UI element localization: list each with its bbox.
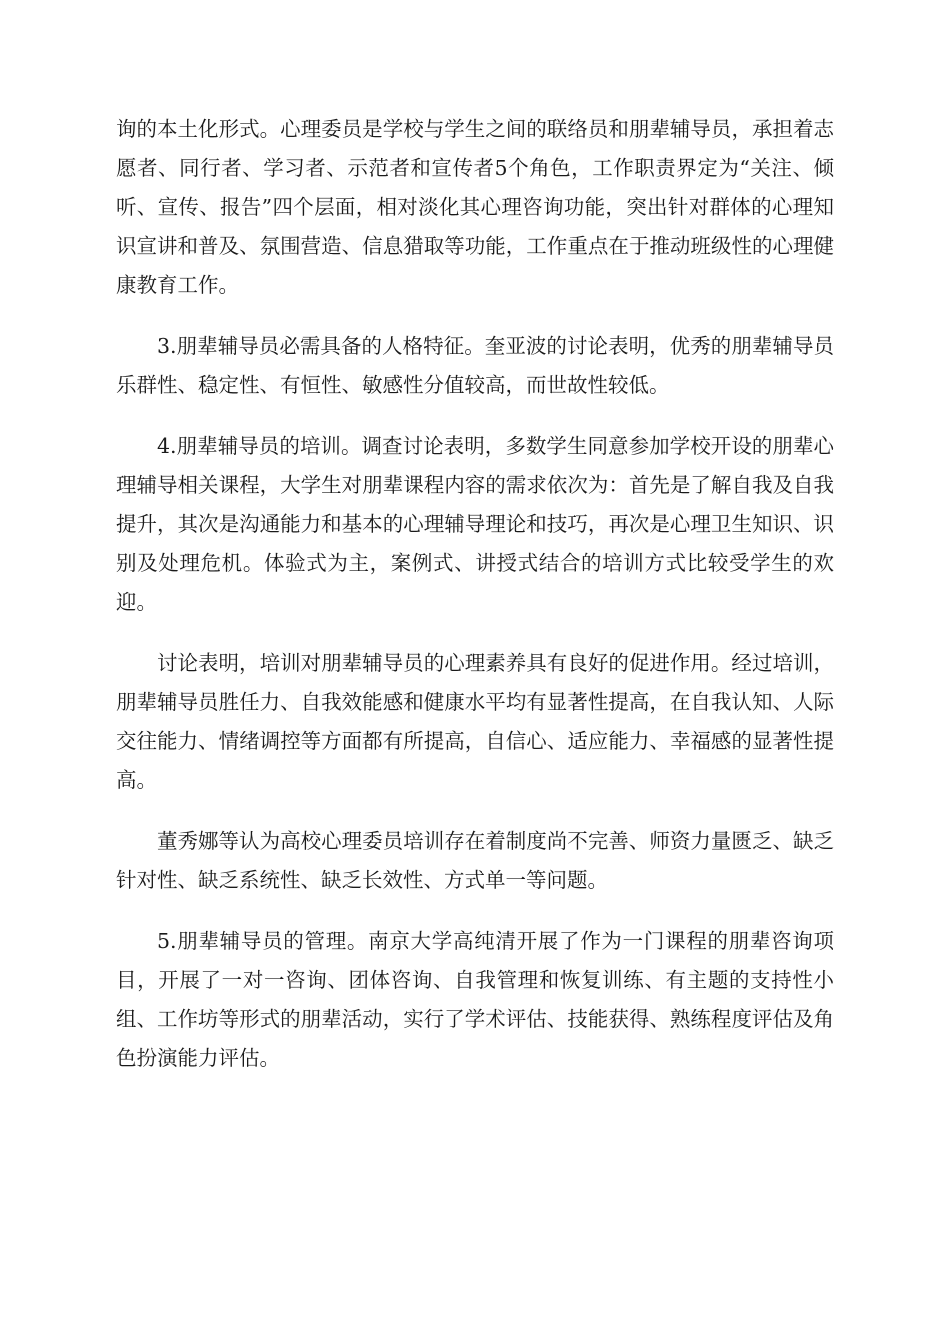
document-body xyxy=(116,110,834,1100)
paragraph-training: 4.朋辈辅导员的培训。调查讨论表明，多数学生同意参加学校开设的朋辈心理辅导相关课程，大学生对朋辈课程内容的需求依次为：首先是了解自我及自我提升，其次是沟通能力和基本的心理辅导理论和技巧，再次是心理卫生知识、识别及处理危机。体验式为主，案例式、讲授式结合的培训方式比较受学生的欢迎。 xyxy=(116,434,834,614)
paragraph-management: 5.朋辈辅导员的管理。南京大学高纯清开展了作为一门课程的朋辈咨询项目，开展了一对一咨询、团体咨询、自我管理和恢复训练、有主题的支持性小组、工作坊等形式的朋辈活动，实行了学术评估、技能获得、熟练程度评估及角色扮演能力评估。 xyxy=(116,929,834,1070)
paragraph-training-problems: 董秀娜等认为高校心理委员培训存在着制度尚不完善、师资力量匮乏、缺乏针对性、缺乏系统性、缺乏长效性、方式单一等问题。 xyxy=(116,829,834,892)
paragraph-continuation: 询的本土化形式。心理委员是学校与学生之间的联络员和朋辈辅导员，承担着志愿者、同行者、学习者、示范者和宣传者5个角色，工作职责界定为“关注、倾听、宣传、报告”四个层面，相对淡化其心理咨询功能，突出针对群体的心理知识宣讲和普及、氛围营造、信息猎取等功能，工作重点在于推动班级性的心理健康教育工作。 xyxy=(116,117,834,297)
paragraph-personality-traits: 3.朋辈辅导员必需具备的人格特征。奎亚波的讨论表明，优秀的朋辈辅导员乐群性、稳定性、有恒性、敏感性分值较高，而世故性较低。 xyxy=(116,334,834,397)
paragraph-training-effects: 讨论表明，培训对朋辈辅导员的心理素养具有良好的促进作用。经过培训，朋辈辅导员胜任力、自我效能感和健康水平均有显著性提高，在自我认知、人际交往能力、情绪调控等方面都有所提高，自信心、适应能力、幸福感的显著性提高。 xyxy=(116,651,834,792)
